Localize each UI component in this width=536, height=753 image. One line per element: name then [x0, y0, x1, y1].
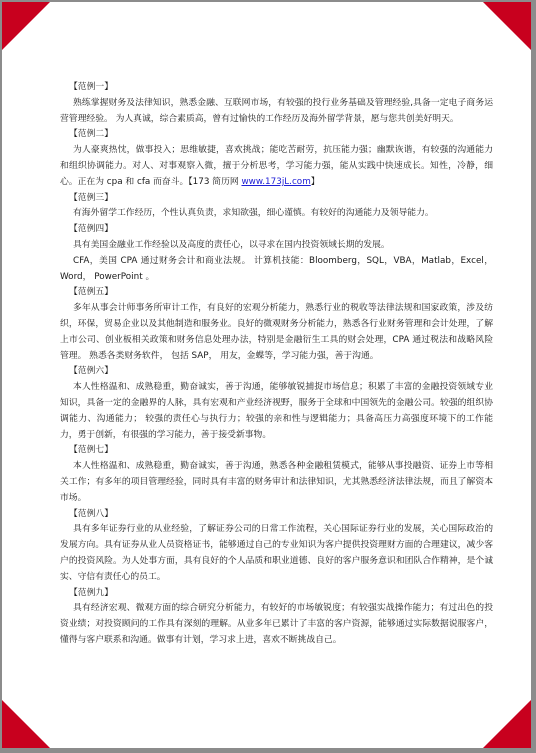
section-heading: 【范例三】 [69, 192, 113, 203]
website-link[interactable]: www.173jL.com [241, 176, 311, 187]
section-heading: 【范例九】 [69, 587, 113, 598]
section-body-text-end: 】 [310, 176, 320, 187]
section-heading: 【范例六】 [69, 366, 113, 377]
section-body: 具有美国金融业工作经验以及高度的责任心，以寻求在国内投资领域长期的发展。 [73, 239, 390, 250]
corner-triangle-bottom-left [2, 700, 50, 748]
section-body: 有海外留学工作经历，个性认真负责，求知欲强，细心谨慎。有较好的沟通能力及领导能力。 [73, 208, 434, 219]
section-body-continued: CFA，美国 CPA 通过财务会计和商业法规。 计算机技能：Bloomberg，SQL，VBA，Matlab，Excel，Word， PowerPoint 。 [60, 255, 493, 282]
section-heading: 【范例四】 [69, 224, 113, 235]
section-heading: 【范例七】 [69, 445, 113, 456]
corner-triangle-top-left [2, 2, 50, 50]
document-content [60, 80, 493, 649]
section-body: 本人性格温和、成熟稳重，勤奋诚实，善于沟通，熟悉各种金融租赁模式，能够从事投融资、证券上市等相关工作；有多年的项目管理经验，同时具有丰富的财务审计和法律知识，尤其熟悉经济法律法规，而且了解资本市场。 [60, 461, 493, 503]
section-body: 本人性格温和、成熟稳重，勤奋诚实，善于沟通，能够敏锐捕捉市场信息；积累了丰富的金融投资领域专业知识，具备一定的金融界的人脉，具有宏观和产业经济视野，服务于全球和中国领先的金融公司。较强的组织协调能力、沟通能力； 较强的责任心与执行力；较强的亲和性与逻辑能力；具备高压力高强度环境下的工作能力，勇于创新，有很强的学习能力，善于接受新事物。 [60, 382, 493, 440]
section-body-text: 为人豪爽热忱，做事投入；思维敏捷，喜欢挑战；能吃苦耐劳，抗压能力强；幽默诙谐，有较强的沟通能力和组织协调能力。对人、对事观察入微，擅于分析思考，学习能力强，能从实践中快速成长。知性，冷静，细心。正在为 cpa 和 cfa 而奋斗。【173 简历网 [60, 145, 493, 187]
section-body: 多年从事会计师事务所审计工作，有良好的宏观分析能力，熟悉行业的税收等法律法规和国家政策，涉及纺织，环保，贸易企业以及其他制造和服务业。良好的微观财务分析能力，熟悉各行业财务管理和会计处理，了解上市公司、创业板相关政策和财务信息处理办法，特别是金融衍生工具的财会处理，CPA 通过税法和战略风险管理。 熟悉各类财务软件， 包括 SAP， 用友，金蝶等，学习能力强，善于沟通。 [60, 303, 493, 361]
section-heading: 【范例五】 [69, 287, 113, 298]
section-body: 具有多年证券行业的从业经验，了解证券公司的日常工作流程，关心国际证券行业的发展，关心国际政治的发展方向。具有证券从业人员资格证书，能够通过自己的专业知识为客户提供投资理财方面的合理建议，减少客户的投资风险。为人处事方面，具有良好的个人品质和职业道德、良好的客户服务意识和团队合作精神，是个诚实、守信有责任心的员工。 [60, 524, 493, 582]
section-body: 具有经济宏观、微观方面的综合研究分析能力，有较好的市场敏锐度；有较强实战操作能力；有过出色的投资业绩；对投资顾问的工作具有深刻的理解。从业多年已累计了丰富的客户资源，能够通过实际数据说服客户，懂得与客户联系和沟通。做事有计划，学习求上进，喜欢不断挑战自己。 [60, 603, 493, 645]
document-page [2, 2, 531, 748]
section-heading: 【范例八】 [69, 508, 113, 519]
section-body: 熟练掌握财务及法律知识，熟悉金融、互联网市场，有较强的投行业务基础及管理经验,具备一定电子商务运营管理经验。 为人真诚，综合素质高，曾有过愉快的工作经历及海外留学背景，愿与您共创美好明天。 [60, 97, 493, 124]
corner-triangle-top-right [483, 2, 531, 50]
corner-triangle-bottom-right [483, 700, 531, 748]
section-body [60, 143, 493, 190]
section-heading: 【范例二】 [69, 129, 113, 140]
section-heading: 【范例一】 [69, 82, 113, 92]
